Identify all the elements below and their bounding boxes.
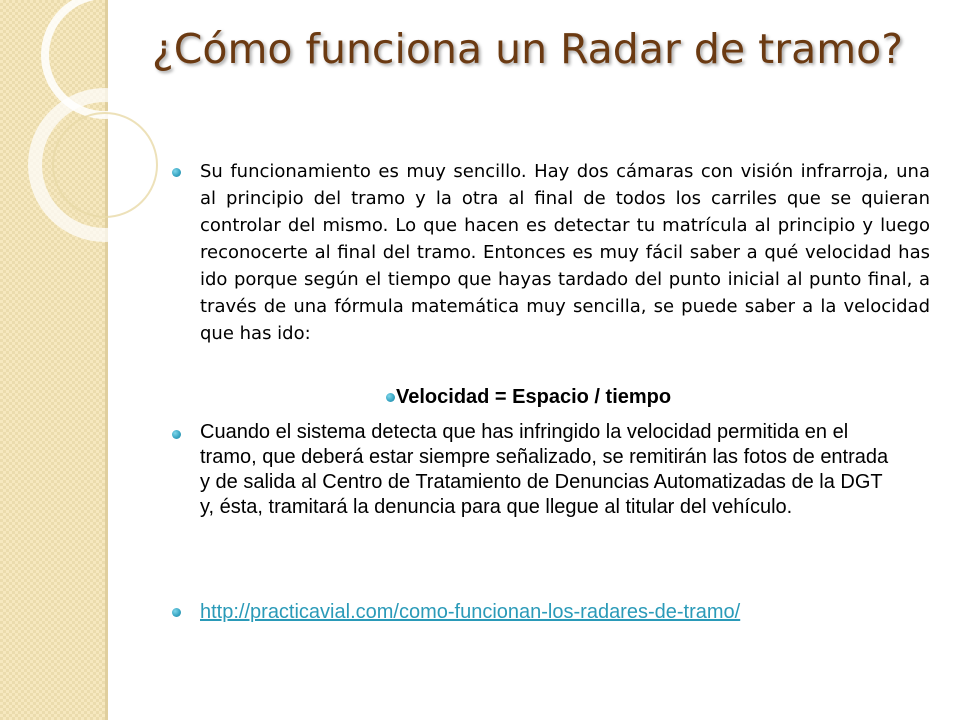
bullet-icon: [172, 430, 181, 439]
bullet-text-sanction: Cuando el sistema detecta que has infringido la velocidad permitida en el tramo, que deberá estar siempre señalizado, se remitirán las fotos de entrada y de salida al Centro de Tratamiento de Denuncias Automatizadas de la DGT y, ésta, tramitará la denuncia para que llegue al titular del vehículo.: [200, 421, 889, 518]
slide-title: ¿Cómo funciona un Radar de tramo?: [152, 25, 903, 73]
bullet-text-explanation: Su funcionamiento es muy sencillo. Hay dos cámaras con visión infrarroja, una al principio del tramo y la otra al final de todos los carriles que se quieran controlar del mismo. Lo que hacen es detectar tu matrícula al principio y luego reconocerte al final del tramo. Entonces es muy fácil saber a qué velocidad has ido porque según el tiempo que hayas tardado del punto inicial al punto final, a través de una fórmula matemática muy sencilla, se puede saber a la velocidad que has ido:: [200, 161, 930, 344]
decorative-circles: [0, 0, 160, 300]
source-link[interactable]: http://practicavial.com/como-funcionan-los-radares-de-tramo/: [200, 601, 741, 623]
bullet-icon: [172, 608, 181, 617]
bullet-icon: [386, 393, 395, 402]
bullet-text-formula: Velocidad = Espacio / tiempo: [396, 386, 672, 408]
bullet-icon: [172, 168, 181, 177]
